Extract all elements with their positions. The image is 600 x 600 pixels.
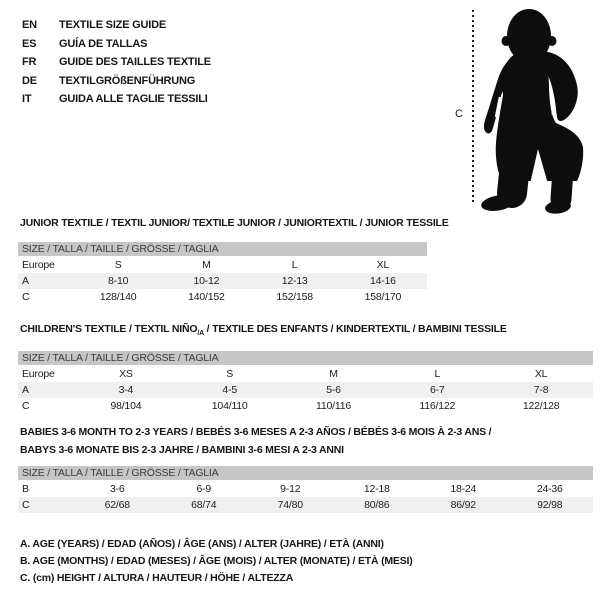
cell: 12-18 — [363, 483, 390, 495]
cell: S — [226, 368, 234, 380]
cell: XS — [119, 368, 133, 380]
cell: 86/92 — [450, 499, 476, 511]
language-code: FR — [22, 56, 37, 69]
cell: 3-6 — [109, 483, 125, 495]
footnote-c: C. (cm) HEIGHT / ALTURA / HAUTEUR / HÖHE / ALTEZZA — [20, 572, 294, 584]
row-label: Europe — [22, 259, 55, 271]
row-label: C — [22, 291, 30, 303]
cell: 8-10 — [108, 275, 129, 287]
language-title: GUÍA DE TALLAS — [59, 37, 148, 50]
cell: L — [291, 259, 298, 271]
footnotes — [20, 536, 413, 587]
row-label: A — [22, 275, 29, 287]
height-measure-dashed-line — [472, 10, 474, 204]
cell: 140/152 — [188, 291, 225, 303]
row-label: A — [22, 384, 29, 396]
cell: 5-6 — [326, 384, 341, 396]
table-row — [18, 382, 593, 398]
title-line-2: BABYS 3-6 MONATE BIS 2-3 JAHRE / BAMBINI 3-6 MESI A 2-3 ANNI — [20, 444, 344, 456]
language-code: EN — [22, 19, 37, 32]
cell: 62/68 — [104, 499, 130, 511]
cell: 68/74 — [191, 499, 217, 511]
language-title: TEXTILGRÖßENFÜHRUNG — [59, 74, 196, 87]
cell: 10-12 — [193, 275, 220, 287]
language-title: GUIDA ALLE TAGLIE TESSILI — [59, 93, 208, 106]
language-code: IT — [22, 93, 32, 106]
cell: 98/104 — [110, 400, 142, 412]
cell: 92/98 — [537, 499, 563, 511]
language-title: GUIDE DES TAILLES TEXTILE — [59, 56, 211, 69]
cell: 14-16 — [369, 275, 396, 287]
language-row — [22, 72, 211, 91]
table-row — [18, 497, 593, 513]
language-list — [22, 16, 211, 109]
title-text: CHILDREN'S TEXTILE / TEXTIL NIÑO — [20, 323, 198, 335]
junior-section-title: JUNIOR TEXTILE / TEXTIL JUNIOR/ TEXTILE JUNIOR / JUNIORTEXTIL / JUNIOR TESSILE — [20, 217, 449, 229]
table-row — [18, 257, 427, 273]
cell: 3-4 — [118, 384, 134, 396]
language-row — [22, 53, 211, 72]
language-row — [22, 35, 211, 54]
language-row — [22, 90, 211, 109]
cell: 74/80 — [277, 499, 303, 511]
cell: 18-24 — [450, 483, 477, 495]
cell: 6-7 — [430, 384, 445, 396]
cell: 9-12 — [280, 483, 301, 495]
cell: M — [202, 259, 211, 271]
table-row — [18, 289, 427, 305]
children-size-table — [18, 351, 593, 414]
cell: XL — [376, 259, 390, 271]
cell: L — [434, 368, 441, 380]
cell: 80/86 — [364, 499, 390, 511]
row-label: Europe — [22, 368, 55, 380]
row-label: B — [22, 483, 29, 495]
row-label: C — [22, 400, 30, 412]
cell: 7-8 — [533, 384, 549, 396]
row-label: C — [22, 499, 30, 511]
language-code: DE — [22, 74, 37, 87]
language-row — [22, 16, 211, 35]
title-subscript: /A — [197, 330, 204, 338]
cell: 4-5 — [222, 384, 237, 396]
table-row — [18, 366, 593, 382]
cell: 158/170 — [364, 291, 402, 303]
title-text: / TEXTILE DES ENFANTS / KINDERTEXTIL / BAMBINI TESSILE — [203, 323, 507, 335]
cell: 116/122 — [419, 400, 456, 412]
size-header-bar: SIZE / TALLA / TAILLE / GRÖSSE / TAGLIA — [18, 242, 427, 256]
footnote-a: A. AGE (YEARS) / EDAD (AÑOS) / ÂGE (ANS) / ALTER (JAHRE) / ETÀ (ANNI) — [20, 538, 384, 550]
language-code: ES — [22, 37, 37, 50]
table-row — [18, 481, 593, 497]
cell: S — [114, 259, 122, 271]
language-title: TEXTILE SIZE GUIDE — [59, 19, 167, 32]
cell: 24-36 — [536, 483, 563, 495]
children-section-title — [20, 320, 507, 343]
title-line-1: BABIES 3-6 MONTH TO 2-3 YEARS / BEBÉS 3-6 MESES A 2-3 AÑOS / BÉBÉS 3-6 MOIS À 2-3 ANS / — [20, 426, 492, 438]
toddler-silhouette-image — [480, 5, 600, 215]
cell: 152/158 — [276, 291, 313, 303]
cell: 128/140 — [99, 291, 137, 303]
babies-size-table — [18, 466, 593, 513]
footnote-b: B. AGE (MONTHS) / EDAD (MESES) / ÂGE (MOIS) / ALTER (MONATE) / ETÀ (MESI) — [20, 555, 413, 567]
babies-section-title — [20, 423, 491, 459]
junior-size-table — [18, 242, 427, 305]
cell: 12-13 — [281, 275, 308, 287]
cell: M — [329, 368, 338, 380]
table-row — [18, 273, 427, 289]
cell: 110/116 — [315, 400, 351, 412]
size-header-bar: SIZE / TALLA / TAILLE / GRÖSSE / TAGLIA — [18, 466, 593, 480]
cell: 6-9 — [196, 483, 212, 495]
table-row — [18, 398, 593, 414]
cell: 122/128 — [522, 400, 560, 412]
size-header-bar: SIZE / TALLA / TAILLE / GRÖSSE / TAGLIA — [18, 351, 593, 365]
height-measure-label: C — [455, 108, 463, 120]
cell: 104/110 — [211, 400, 248, 412]
cell: XL — [534, 368, 548, 380]
